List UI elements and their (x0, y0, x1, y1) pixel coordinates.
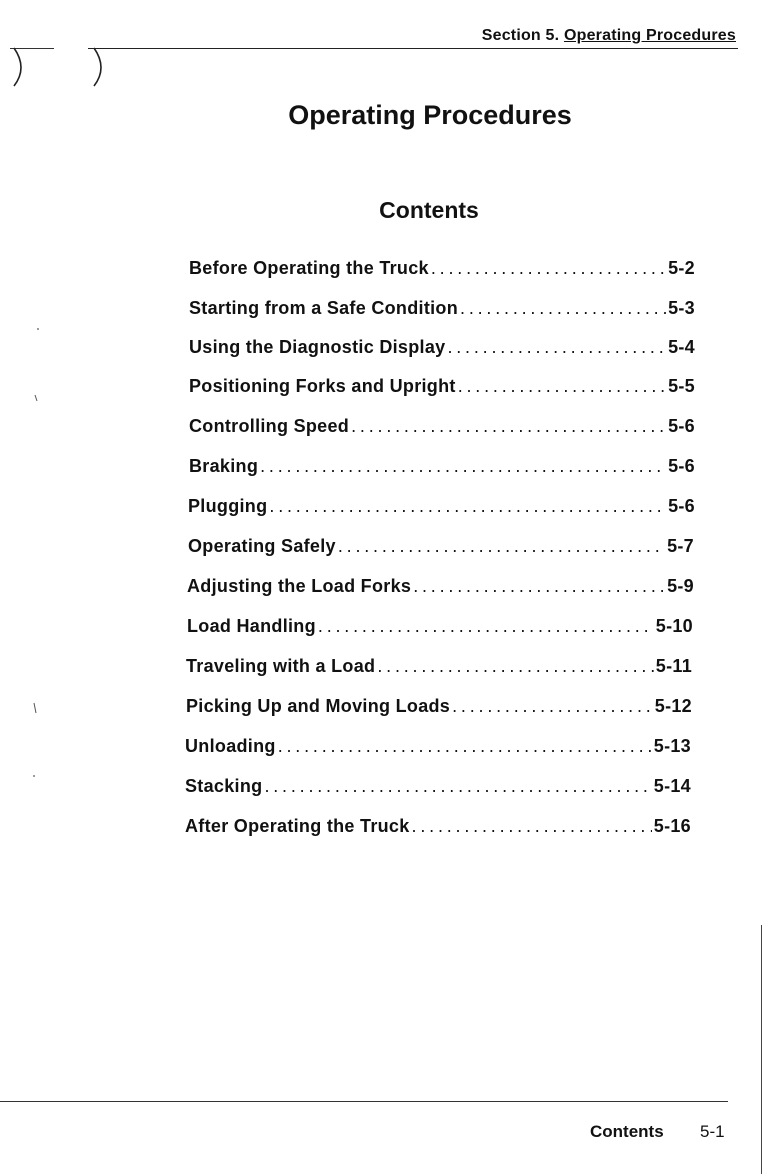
toc-entry-page: 5-11 (655, 656, 692, 676)
footer-label: Contents (590, 1122, 664, 1141)
toc-entry-page: 5-10 (655, 616, 693, 636)
toc-leader (351, 416, 666, 437)
binding-mark-right (90, 46, 112, 90)
toc-entry-label: Operating Safely (188, 536, 336, 556)
toc-entry-label: Plugging (188, 496, 268, 516)
toc-entry-page: 5-7 (667, 536, 694, 556)
toc-entry-page: 5-6 (668, 496, 695, 516)
toc-entry-label: Positioning Forks and Upright (189, 376, 456, 396)
toc-entry[interactable] (189, 298, 695, 319)
toc-leader (264, 776, 651, 797)
toc-leader (377, 656, 653, 677)
toc-entry-page: 5-13 (653, 736, 691, 756)
binding-mark-left (8, 46, 30, 90)
toc-entry-label: Using the Diagnostic Display (189, 337, 446, 357)
toc-leader (447, 337, 666, 358)
toc-entry-page: 5-6 (668, 456, 695, 476)
header-section-number: Section 5. (481, 27, 560, 44)
toc-entry-label: Load Handling (187, 616, 316, 636)
toc-entry[interactable] (189, 337, 695, 358)
toc-entry-label: Controlling Speed (189, 416, 350, 436)
toc-entry-label: Stacking (185, 776, 263, 796)
scan-speck (32, 702, 38, 714)
toc-entry-label: Before Operating the Truck (189, 258, 429, 278)
toc-leader (338, 536, 665, 557)
footer-page-number: 5-1 (700, 1122, 725, 1141)
contents-heading: Contents (379, 197, 479, 223)
toc-entry-page: 5-3 (668, 298, 695, 318)
toc-entry[interactable] (187, 616, 693, 637)
toc-entry[interactable] (185, 816, 691, 837)
toc-entry-label: Braking (189, 456, 259, 476)
toc-entry-page: 5-2 (668, 258, 695, 278)
toc-entry[interactable] (188, 536, 694, 557)
toc-leader (260, 456, 666, 477)
toc-leader (458, 376, 666, 397)
toc-entry[interactable] (189, 376, 695, 397)
toc-leader (460, 298, 666, 319)
page-title: Operating Procedures (288, 100, 572, 130)
header-rule (88, 48, 738, 49)
toc-entry[interactable] (188, 496, 695, 517)
toc-entry-label: Starting from a Safe Condition (189, 298, 459, 318)
toc-entry[interactable] (189, 416, 695, 437)
toc-entry[interactable] (189, 456, 695, 477)
toc-entry-label: Picking Up and Moving Loads (186, 696, 451, 716)
toc-entry[interactable] (189, 258, 695, 279)
toc-entry-page: 5-12 (654, 696, 692, 716)
header-section-title: Operating Procedures (563, 27, 736, 44)
toc-entry-page: 5-14 (653, 776, 691, 796)
toc-leader (269, 496, 666, 517)
page-header (482, 27, 736, 45)
toc-leader (452, 696, 653, 717)
toc-entry[interactable] (185, 776, 691, 797)
toc-leader (431, 258, 666, 279)
scan-speck (35, 326, 41, 332)
toc-entry[interactable] (187, 576, 694, 597)
toc-entry-label: After Operating the Truck (185, 816, 410, 836)
toc-entry[interactable] (186, 696, 692, 717)
toc-entry-page: 5-16 (653, 816, 691, 836)
toc-entry-label: Unloading (185, 736, 276, 756)
toc-entry[interactable] (186, 656, 692, 677)
toc-entry-page: 5-5 (668, 376, 695, 396)
scan-speck (31, 773, 37, 779)
toc-entry-label: Adjusting the Load Forks (187, 576, 412, 596)
toc-leader (412, 816, 652, 837)
toc-entry[interactable] (185, 736, 691, 757)
toc-entry-page: 5-4 (668, 337, 695, 357)
toc-leader (278, 736, 652, 757)
toc-entry-label: Traveling with a Load (186, 656, 376, 676)
toc-entry-page: 5-9 (667, 576, 694, 596)
toc-leader (413, 576, 665, 597)
toc-entry-page: 5-6 (668, 416, 695, 436)
page-edge-line (761, 925, 762, 1174)
footer-rule (0, 1101, 728, 1102)
toc-leader (318, 616, 654, 637)
scan-speck (33, 394, 39, 402)
